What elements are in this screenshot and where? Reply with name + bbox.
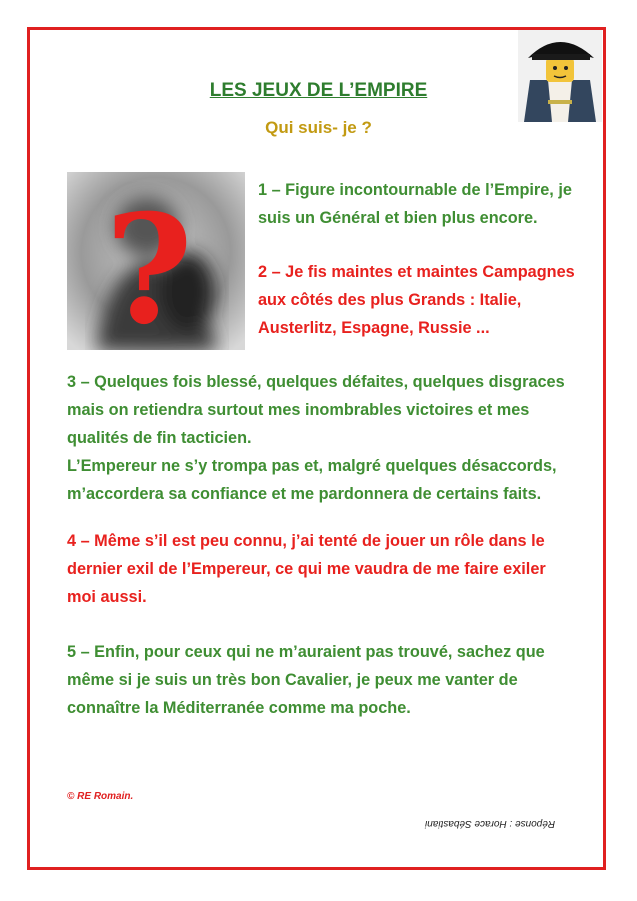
answer-upside-down: Réponse : Horace Sébastiani bbox=[425, 818, 556, 829]
question-mark-glyph: ? bbox=[105, 182, 193, 350]
clue-5 bbox=[67, 638, 597, 722]
page-title: LES JEUX DE L’EMPIRE bbox=[209, 80, 428, 101]
clue-line: aux côtés des plus Grands : Italie, bbox=[258, 291, 522, 309]
clue-line: connaître la Méditerranée comme ma poche. bbox=[67, 699, 411, 717]
clue-3 bbox=[67, 368, 597, 508]
clue-2 bbox=[258, 258, 588, 342]
clue-line: 3 – Quelques fois blessé, quelques défaites, quelques disgraces bbox=[67, 373, 565, 391]
napoleon-figurine-image bbox=[518, 30, 602, 122]
clue-line: même si je suis un très bon Cavalier, je peux me vanter de bbox=[67, 671, 518, 689]
clue-line: 5 – Enfin, pour ceux qui ne m’auraient pas trouvé, sachez que bbox=[67, 643, 545, 661]
clue-line: 4 – Même s’il est peu connu, j’ai tenté de jouer un rôle dans le bbox=[67, 532, 545, 550]
clue-line: dernier exil de l’Empereur, ce qui me vaudra de me faire exiler bbox=[67, 560, 546, 578]
clue-line: mais on retiendra surtout mes inombrables victoires et mes bbox=[67, 401, 530, 419]
clue-line: 1 – Figure incontournable de l’Empire, je bbox=[258, 181, 572, 199]
page-subtitle: Qui suis- je ? bbox=[265, 118, 372, 137]
question-mark-image bbox=[67, 172, 245, 350]
clue-line: L’Empereur ne s’y trompa pas et, malgré quelques désaccords, bbox=[67, 457, 557, 475]
clue-line: qualités de fin tacticien. bbox=[67, 429, 252, 447]
clue-line: Austerlitz, Espagne, Russie ... bbox=[258, 319, 490, 337]
clue-line: moi aussi. bbox=[67, 588, 147, 606]
clue-line: 2 – Je fis maintes et maintes Campagnes bbox=[258, 263, 575, 281]
clue-1 bbox=[258, 176, 588, 232]
clue-line: suis un Général et bien plus encore. bbox=[258, 209, 538, 227]
copyright-text: © RE Romain. bbox=[67, 791, 134, 802]
clue-line: m’accordera sa confiance et me pardonnera de certains faits. bbox=[67, 485, 542, 503]
clue-4 bbox=[67, 527, 597, 611]
